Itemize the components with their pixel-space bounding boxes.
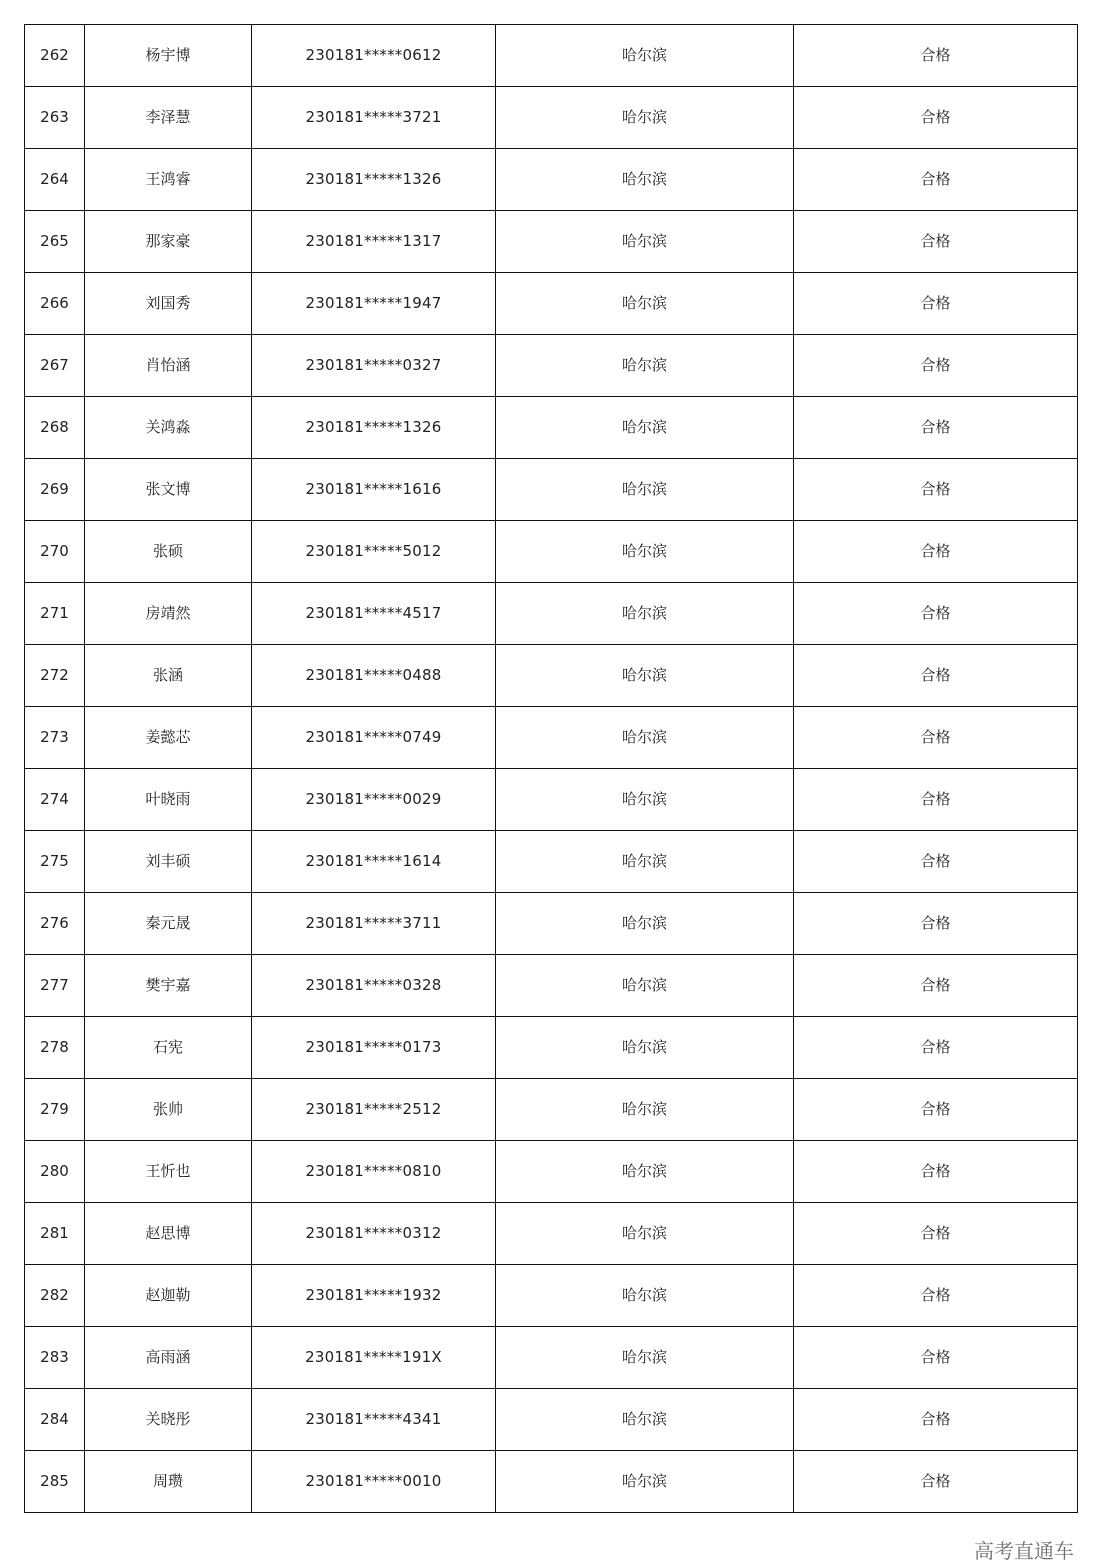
cell-result: 合格: [794, 459, 1078, 521]
cell-name: 樊宇嘉: [85, 955, 252, 1017]
cell-id-number: 230181*****0749: [252, 707, 496, 769]
cell-result: 合格: [794, 893, 1078, 955]
cell-number: 270: [25, 521, 85, 583]
cell-name: 张帅: [85, 1079, 252, 1141]
cell-name: 那家豪: [85, 211, 252, 273]
table-row: [25, 397, 1078, 459]
cell-city: 哈尔滨: [496, 1203, 794, 1265]
table-row: [25, 707, 1078, 769]
cell-id-number: 230181*****0488: [252, 645, 496, 707]
cell-city: 哈尔滨: [496, 459, 794, 521]
cell-result: 合格: [794, 521, 1078, 583]
cell-city: 哈尔滨: [496, 211, 794, 273]
cell-city: 哈尔滨: [496, 893, 794, 955]
cell-result: 合格: [794, 583, 1078, 645]
results-table-body: [25, 25, 1078, 1513]
cell-number: 280: [25, 1141, 85, 1203]
cell-name: 王鸿睿: [85, 149, 252, 211]
cell-name: 姜懿芯: [85, 707, 252, 769]
cell-city: 哈尔滨: [496, 521, 794, 583]
cell-city: 哈尔滨: [496, 87, 794, 149]
cell-number: 263: [25, 87, 85, 149]
cell-number: 277: [25, 955, 85, 1017]
cell-name: 房靖然: [85, 583, 252, 645]
cell-city: 哈尔滨: [496, 583, 794, 645]
cell-city: 哈尔滨: [496, 1389, 794, 1451]
cell-id-number: 230181*****4517: [252, 583, 496, 645]
cell-number: 281: [25, 1203, 85, 1265]
table-row: [25, 1203, 1078, 1265]
table-row: [25, 1327, 1078, 1389]
cell-number: 266: [25, 273, 85, 335]
cell-result: 合格: [794, 1079, 1078, 1141]
cell-number: 274: [25, 769, 85, 831]
table-row: [25, 1265, 1078, 1327]
cell-number: 275: [25, 831, 85, 893]
cell-name: 关鸿淼: [85, 397, 252, 459]
cell-number: 284: [25, 1389, 85, 1451]
cell-number: 265: [25, 211, 85, 273]
cell-name: 张文博: [85, 459, 252, 521]
cell-name: 叶晓雨: [85, 769, 252, 831]
table-row: [25, 521, 1078, 583]
cell-id-number: 230181*****0327: [252, 335, 496, 397]
cell-name: 杨宇博: [85, 25, 252, 87]
cell-id-number: 230181*****1614: [252, 831, 496, 893]
table-row: [25, 769, 1078, 831]
table-row: [25, 1141, 1078, 1203]
cell-id-number: 230181*****2512: [252, 1079, 496, 1141]
cell-id-number: 230181*****3721: [252, 87, 496, 149]
cell-result: 合格: [794, 955, 1078, 1017]
cell-name: 张涵: [85, 645, 252, 707]
cell-number: 283: [25, 1327, 85, 1389]
cell-result: 合格: [794, 1451, 1078, 1513]
cell-result: 合格: [794, 1327, 1078, 1389]
table-row: [25, 583, 1078, 645]
cell-number: 279: [25, 1079, 85, 1141]
cell-city: 哈尔滨: [496, 831, 794, 893]
cell-id-number: 230181*****191X: [252, 1327, 496, 1389]
table-row: [25, 87, 1078, 149]
cell-result: 合格: [794, 397, 1078, 459]
cell-name: 赵迦勒: [85, 1265, 252, 1327]
cell-name: 刘丰硕: [85, 831, 252, 893]
cell-result: 合格: [794, 1017, 1078, 1079]
cell-number: 268: [25, 397, 85, 459]
cell-name: 关晓彤: [85, 1389, 252, 1451]
cell-city: 哈尔滨: [496, 707, 794, 769]
table-row: [25, 25, 1078, 87]
cell-city: 哈尔滨: [496, 769, 794, 831]
cell-city: 哈尔滨: [496, 645, 794, 707]
cell-id-number: 230181*****0810: [252, 1141, 496, 1203]
cell-city: 哈尔滨: [496, 1451, 794, 1513]
cell-result: 合格: [794, 645, 1078, 707]
cell-id-number: 230181*****0612: [252, 25, 496, 87]
cell-id-number: 230181*****4341: [252, 1389, 496, 1451]
cell-id-number: 230181*****1616: [252, 459, 496, 521]
cell-result: 合格: [794, 335, 1078, 397]
cell-name: 王忻也: [85, 1141, 252, 1203]
table-row: [25, 149, 1078, 211]
cell-id-number: 230181*****1326: [252, 397, 496, 459]
cell-number: 278: [25, 1017, 85, 1079]
cell-result: 合格: [794, 769, 1078, 831]
cell-number: 262: [25, 25, 85, 87]
cell-city: 哈尔滨: [496, 1327, 794, 1389]
table-row: [25, 645, 1078, 707]
cell-id-number: 230181*****1326: [252, 149, 496, 211]
cell-id-number: 230181*****1317: [252, 211, 496, 273]
cell-number: 269: [25, 459, 85, 521]
cell-city: 哈尔滨: [496, 1079, 794, 1141]
cell-name: 高雨涵: [85, 1327, 252, 1389]
table-row: [25, 893, 1078, 955]
cell-number: 267: [25, 335, 85, 397]
cell-result: 合格: [794, 25, 1078, 87]
cell-name: 李泽慧: [85, 87, 252, 149]
cell-name: 秦元晟: [85, 893, 252, 955]
cell-city: 哈尔滨: [496, 335, 794, 397]
table-row: [25, 1389, 1078, 1451]
cell-name: 周瓒: [85, 1451, 252, 1513]
cell-city: 哈尔滨: [496, 273, 794, 335]
cell-id-number: 230181*****1932: [252, 1265, 496, 1327]
cell-result: 合格: [794, 1265, 1078, 1327]
cell-city: 哈尔滨: [496, 1265, 794, 1327]
cell-result: 合格: [794, 273, 1078, 335]
table-row: [25, 831, 1078, 893]
cell-number: 285: [25, 1451, 85, 1513]
table-row: [25, 273, 1078, 335]
cell-id-number: 230181*****1947: [252, 273, 496, 335]
cell-city: 哈尔滨: [496, 397, 794, 459]
cell-number: 282: [25, 1265, 85, 1327]
table-row: [25, 955, 1078, 1017]
cell-number: 272: [25, 645, 85, 707]
cell-number: 264: [25, 149, 85, 211]
cell-city: 哈尔滨: [496, 1141, 794, 1203]
cell-city: 哈尔滨: [496, 25, 794, 87]
cell-name: 肖怡涵: [85, 335, 252, 397]
cell-result: 合格: [794, 149, 1078, 211]
cell-name: 刘国秀: [85, 273, 252, 335]
cell-result: 合格: [794, 1389, 1078, 1451]
watermark-text: 高考直通车: [974, 1539, 1074, 1563]
cell-name: 石宪: [85, 1017, 252, 1079]
cell-result: 合格: [794, 831, 1078, 893]
table-row: [25, 459, 1078, 521]
cell-city: 哈尔滨: [496, 955, 794, 1017]
cell-id-number: 230181*****5012: [252, 521, 496, 583]
cell-number: 276: [25, 893, 85, 955]
cell-city: 哈尔滨: [496, 1017, 794, 1079]
cell-result: 合格: [794, 1203, 1078, 1265]
cell-result: 合格: [794, 211, 1078, 273]
cell-id-number: 230181*****0328: [252, 955, 496, 1017]
table-row: [25, 335, 1078, 397]
cell-id-number: 230181*****0312: [252, 1203, 496, 1265]
table-row: [25, 1451, 1078, 1513]
cell-id-number: 230181*****3711: [252, 893, 496, 955]
cell-city: 哈尔滨: [496, 149, 794, 211]
table-row: [25, 1017, 1078, 1079]
cell-number: 273: [25, 707, 85, 769]
cell-result: 合格: [794, 707, 1078, 769]
cell-id-number: 230181*****0029: [252, 769, 496, 831]
cell-result: 合格: [794, 87, 1078, 149]
cell-id-number: 230181*****0173: [252, 1017, 496, 1079]
cell-number: 271: [25, 583, 85, 645]
table-row: [25, 211, 1078, 273]
cell-name: 赵思博: [85, 1203, 252, 1265]
results-table: [24, 24, 1078, 1513]
cell-name: 张硕: [85, 521, 252, 583]
cell-id-number: 230181*****0010: [252, 1451, 496, 1513]
cell-result: 合格: [794, 1141, 1078, 1203]
table-row: [25, 1079, 1078, 1141]
